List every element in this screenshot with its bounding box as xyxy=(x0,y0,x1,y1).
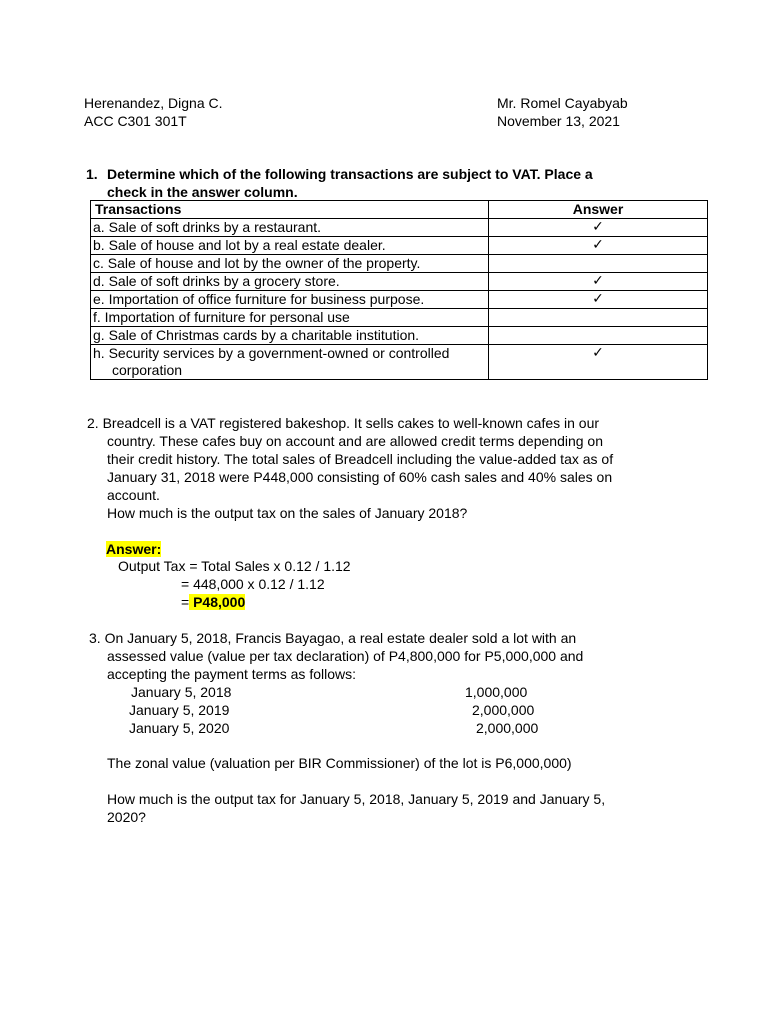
table-row xyxy=(91,327,708,345)
q3-question-line1: How much is the output tax for January 5, 2018, January 5, 2019 and January 5, xyxy=(107,791,606,807)
transaction-text-continued: corporation xyxy=(112,362,183,378)
transaction-cell: c. Sale of house and lot by the owner of the property. xyxy=(91,255,489,273)
col-answer-header: Answer xyxy=(489,201,708,219)
vat-transactions-table xyxy=(90,200,708,380)
payment-amount: 1,000,000 xyxy=(465,684,528,700)
answer-cell-empty xyxy=(489,327,708,345)
calc-formula: Output Tax = Total Sales x 0.12 / 1.12 xyxy=(118,558,351,574)
check-mark-icon: ✓ xyxy=(489,273,708,291)
check-mark-icon: ✓ xyxy=(489,291,708,309)
table-row xyxy=(91,219,708,237)
check-mark-icon: ✓ xyxy=(489,237,708,255)
transaction-cell: e. Importation of office furniture for business purpose. xyxy=(91,291,489,309)
answer-label: Answer: xyxy=(106,541,162,557)
answer-cell-empty xyxy=(489,309,708,327)
document-date: November 13, 2021 xyxy=(497,113,620,129)
zonal-value-note: The zonal value (valuation per BIR Commissioner) of the lot is P6,000,000) xyxy=(107,755,572,771)
q2-question: How much is the output tax on the sales of January 2018? xyxy=(107,505,468,521)
table-row xyxy=(91,273,708,291)
col-transactions-header: Transactions xyxy=(91,201,489,219)
check-mark-icon: ✓ xyxy=(489,345,708,380)
q2-line5: account. xyxy=(107,487,160,503)
payment-date: January 5, 2019 xyxy=(129,702,230,718)
table-row xyxy=(91,345,708,380)
table-row xyxy=(91,309,708,327)
course-code: ACC C301 301T xyxy=(84,113,187,129)
transaction-cell: b. Sale of house and lot by a real estate dealer. xyxy=(91,237,489,255)
student-name: Herenandez, Digna C. xyxy=(84,95,223,111)
payment-date: January 5, 2018 xyxy=(131,684,232,700)
calc-substitution: = 448,000 x 0.12 / 1.12 xyxy=(181,576,325,592)
calc-equals: = xyxy=(181,594,190,610)
table-row xyxy=(91,291,708,309)
q2-line1: 2. Breadcell is a VAT registered bakeshop. It sells cakes to well-known cafes in our xyxy=(87,415,600,431)
payment-amount: 2,000,000 xyxy=(476,720,539,736)
payment-amount: 2,000,000 xyxy=(472,702,535,718)
payment-date: January 5, 2020 xyxy=(129,720,230,736)
table-row xyxy=(91,255,708,273)
output-tax-result: P48,000 xyxy=(189,594,246,610)
q2-line4: January 31, 2018 were P448,000 consisting of 60% cash sales and 40% sales on xyxy=(107,469,613,485)
transaction-cell xyxy=(91,345,489,380)
check-mark-icon: ✓ xyxy=(489,219,708,237)
table-row xyxy=(91,237,708,255)
transaction-cell: g. Sale of Christmas cards by a charitable institution. xyxy=(91,327,489,345)
q3-line3: accepting the payment terms as follows: xyxy=(107,666,357,682)
transaction-cell: a. Sale of soft drinks by a restaurant. xyxy=(91,219,489,237)
q2-line3: their credit history. The total sales of Breadcell including the value-added tax as of xyxy=(107,451,614,467)
q3-question-line2: 2020? xyxy=(107,809,146,825)
transaction-cell: f. Importation of furniture for personal use xyxy=(91,309,489,327)
table-header-row xyxy=(91,201,708,219)
q1-number: 1. xyxy=(86,166,98,182)
q3-line1: 3. On January 5, 2018, Francis Bayagao, a real estate dealer sold a lot with an xyxy=(89,630,577,646)
q1-prompt-line1: Determine which of the following transactions are subject to VAT. Place a xyxy=(107,166,593,182)
q1-prompt-line2: check in the answer column. xyxy=(107,184,298,200)
transaction-cell: d. Sale of soft drinks by a grocery store. xyxy=(91,273,489,291)
answer-cell-empty xyxy=(489,255,708,273)
q2-line2: country. These cafes buy on account and are allowed credit terms depending on xyxy=(107,433,604,449)
q3-line2: assessed value (value per tax declaration) of P4,800,000 for P5,000,000 and xyxy=(107,648,584,664)
instructor-name: Mr. Romel Cayabyab xyxy=(497,95,628,111)
transaction-text: h. Security services by a government-owned or controlled xyxy=(93,345,450,361)
